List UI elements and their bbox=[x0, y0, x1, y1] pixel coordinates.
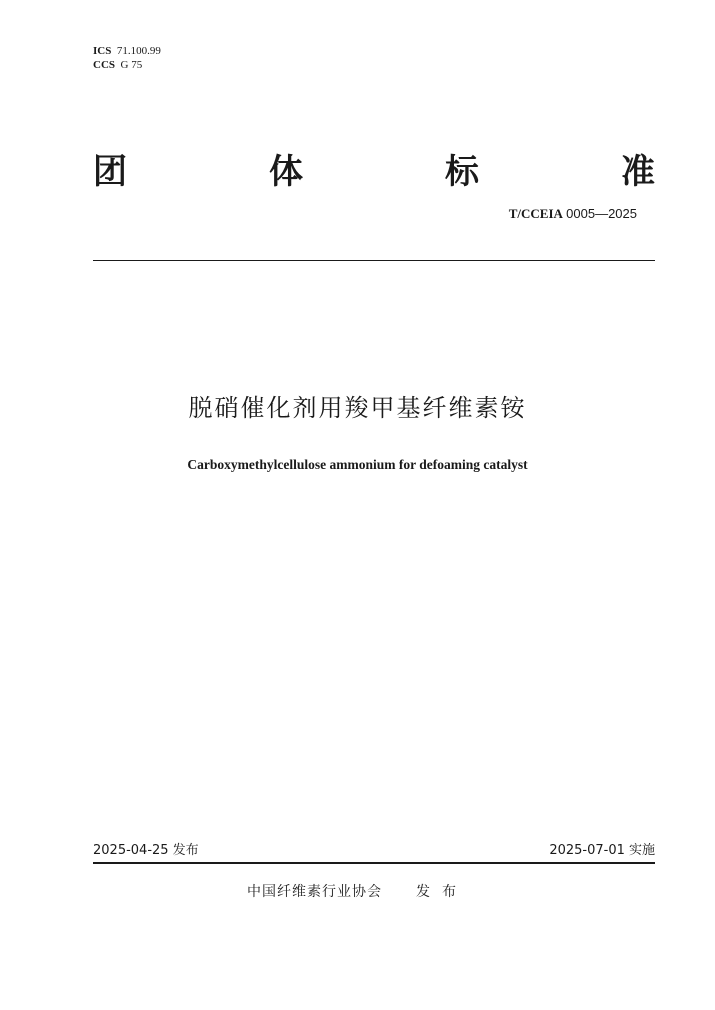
publisher-line bbox=[0, 882, 715, 902]
publish-action: 发布 bbox=[416, 884, 468, 900]
publisher-org: 中国纤维素行业协会 bbox=[247, 884, 382, 900]
top-divider bbox=[93, 260, 655, 261]
ccs-code: CCS G 75 bbox=[93, 59, 143, 71]
bottom-divider bbox=[93, 862, 655, 864]
standard-prefix: T/CCEIA bbox=[508, 206, 563, 221]
title-char: 准 bbox=[621, 152, 655, 192]
title-char: 标 bbox=[445, 152, 479, 192]
document-type-title bbox=[93, 150, 655, 194]
ics-code: ICS 71.100.99 bbox=[93, 45, 161, 57]
title-char: 团 bbox=[93, 152, 127, 192]
implementation-date: 2025-07-01 实施 bbox=[549, 843, 655, 858]
classification-codes bbox=[93, 44, 161, 72]
english-title: Carboxymethylcellulose ammonium for defoaming catalyst bbox=[187, 457, 528, 472]
standard-code: 0005—2025 bbox=[566, 206, 637, 221]
publish-date: 2025-04-25 发布 bbox=[93, 843, 199, 858]
standard-number bbox=[509, 205, 637, 223]
title-char: 体 bbox=[269, 152, 303, 192]
chinese-title: 脱硝催化剂用羧甲基纤维素铵 bbox=[188, 394, 527, 422]
